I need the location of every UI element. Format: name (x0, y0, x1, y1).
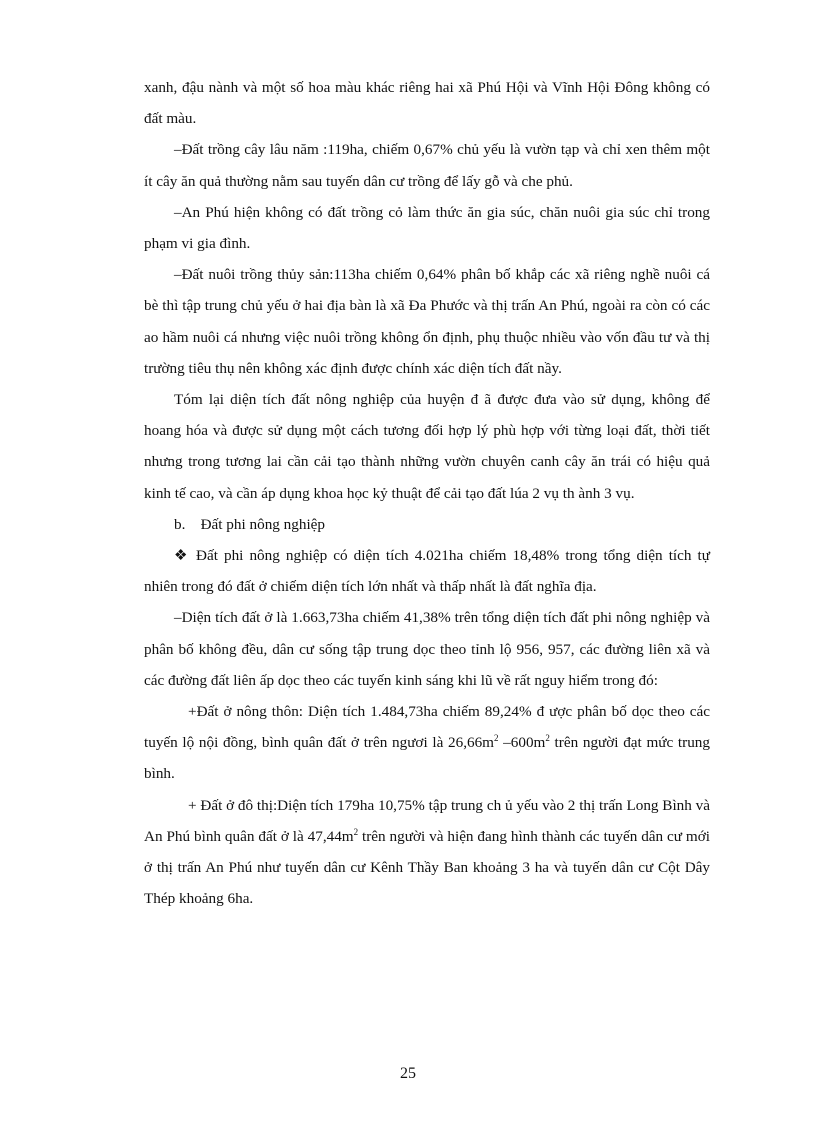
body-text (144, 72, 710, 914)
section-label: b. (174, 515, 186, 533)
paragraph-continuation: xanh, đậu nành và một số hoa màu khác riêng hai xã Phú Hội và Vĩnh Hội Đông không có đất màu. (144, 79, 710, 128)
section-title: Đất phi nông nghiệp (200, 515, 326, 533)
paragraph-rural-land (144, 696, 710, 790)
paragraph-grazing-land: –An Phú hiện không có đất trồng cỏ làm thức ăn gia súc, chăn nuôi gia súc chỉ trong phạm vi gia đình. (144, 203, 710, 253)
section-heading-b (144, 509, 710, 540)
rural-text-end: trên người đạt mức trung bình. (144, 734, 710, 783)
paragraph-aquaculture: –Đất nuôi trồng thủy sản:113ha chiếm 0,64% phân bố khắp các xã riêng nghề nuôi cá bè thì tập trung chủ yếu ở hai địa bàn là xã Đa Phước và thị trấn An Phú, ngoài ra còn có các ao hầm nuôi cá nhưng việc nuôi trồng không ổn định, phụ thuộc nhiều vào vốn đầu tư và thị trường tiêu thụ nên không xác định được chính xác diện tích đất nầy. (144, 266, 710, 377)
diamond-bullet-icon: ❖ (174, 547, 188, 565)
bullet-paragraph (144, 540, 710, 602)
page-number: 25 (400, 1065, 416, 1082)
superscript: 2 (545, 733, 550, 744)
superscript: 2 (353, 826, 359, 837)
rural-text-start: +Đất ở nông thôn: Diện tích 1.484,73ha chiếm 89,24% đ ược phân bố dọc theo các tuyến lộ nội đồng, bình quân đất ở trên ngươi là 26,66m (144, 703, 710, 752)
superscript: 2 (494, 733, 499, 744)
bullet-text: Đất phi nông nghiệp có diện tích 4.021ha chiếm 18,48% trong tổng diện tích tự nhiên trong đó đất ở chiếm diện tích lớn nhất và thấp nhất là đất nghĩa địa. (144, 547, 710, 596)
urban-text-end: trên người và hiện đang hình thành các tuyến dân cư mới ở thị trấn An Phú như tuyến dân cư Kênh Thầy Ban khoảng 3 ha và tuyến dân cư Cột Dây Thép khoảng 6ha. (144, 827, 710, 908)
paragraph-perennial-crops: –Đất trồng cây lâu năm :119ha, chiếm 0,67% chủ yếu là vườn tạp và chỉ xen thêm một ít cây ăn quả thường nằm sau tuyến dân cư trồng để lấy gỗ và che phủ. (144, 141, 710, 190)
paragraph-residential-land: –Diện tích đất ở là 1.663,73ha chiếm 41,38% trên tổng diện tích đất phi nông nghiệp và phân bố không đều, dân cư sống tập trung dọc theo tỉnh lộ 956, 957, các đường liên xã và các đường đất liên ấp dọc theo các tuyến kinh sáng khi lũ về rất nguy hiểm trong đó: (144, 609, 710, 689)
paragraph-urban-land (144, 790, 710, 915)
rural-text-middle: –600m (498, 734, 546, 752)
urban-text-start: + Đất ở đô thị:Diện tích 179ha 10,75% tập trung ch ủ yếu vào 2 thị trấn Long Bình và An Phú bình quân đất ở là 47,44m (144, 796, 710, 845)
paragraph-summary: Tóm lại diện tích đất nông nghiệp của huyện đ ã được đưa vào sử dụng, không để hoang hóa và được sử dụng một cách tương đối hợp lý phù hợp với từng loại đất, thời tiết nhưng trong tương lai cần cải tạo thành những vườn chuyên canh cây ăn trái có hiệu quả kinh tế cao, và cần áp dụng khoa học kỷ thuật để cải tạo đất lúa 2 vụ th ành 3 vụ. (144, 391, 710, 502)
